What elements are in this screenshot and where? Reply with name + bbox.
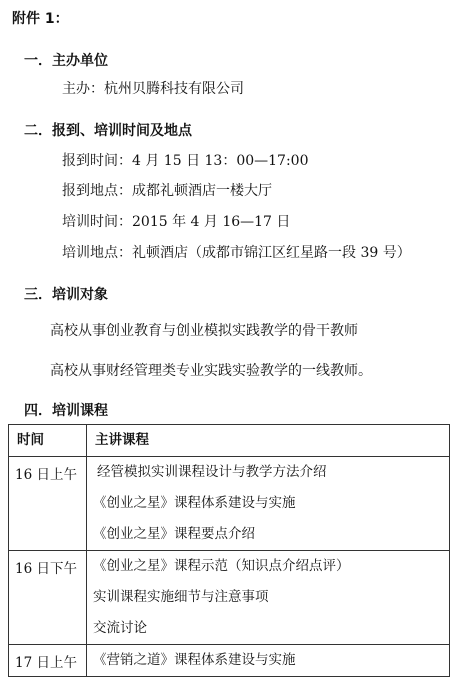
topics-cell xyxy=(87,551,450,645)
column-header-course: 主讲课程 xyxy=(87,425,450,457)
audience-line: 高校从事创业教育与创业模拟实践教学的骨干教师 xyxy=(50,323,358,339)
time-cell: 17 日上午 xyxy=(9,645,87,677)
time-cell: 16 日上午 xyxy=(9,457,87,551)
topics-cell xyxy=(87,457,450,551)
section-heading-courses: 四．培训课程 xyxy=(24,403,108,419)
organizer-line: 主办：杭州贝腾科技有限公司 xyxy=(62,81,244,97)
annex-label: 附件 1： xyxy=(12,11,69,27)
checkin-location: 报到地点：成都礼顿酒店一楼大厅 xyxy=(62,183,272,199)
topic-line: 交流讨论 xyxy=(93,620,147,636)
section-heading-audience: 三．培训对象 xyxy=(24,287,108,303)
topic-line: 《创业之星》课程体系建设与实施 xyxy=(93,495,296,511)
topic-line: 《创业之星》课程示范（知识点介绍点评） xyxy=(93,558,350,574)
section-heading-organizer: 一．主办单位 xyxy=(24,53,108,69)
section-heading-schedule: 二．报到、培训时间及地点 xyxy=(24,123,192,139)
topic-line: 实训课程实施细节与注意事项 xyxy=(93,589,269,605)
column-header-time: 时间 xyxy=(9,425,87,457)
table-row xyxy=(9,551,450,645)
training-time: 培训时间：2015 年 4 月 16—17 日 xyxy=(62,214,291,230)
topic-line: 《创业之星》课程要点介绍 xyxy=(93,526,255,542)
topic-line: 经管模拟实训课程设计与教学方法介绍 xyxy=(97,464,327,480)
checkin-time: 报到时间：4 月 15 日 13：00—17:00 xyxy=(62,153,309,169)
table-row xyxy=(9,645,450,677)
course-table xyxy=(8,424,450,677)
training-location: 培训地点：礼顿酒店（成都市锦江区红星路一段 39 号） xyxy=(62,245,411,261)
topics-cell xyxy=(87,645,450,677)
table-row xyxy=(9,457,450,551)
table-header-row xyxy=(9,425,450,457)
time-cell: 16 日下午 xyxy=(9,551,87,645)
topic-line: 《营销之道》课程体系建设与实施 xyxy=(93,652,296,668)
audience-line: 高校从事财经管理类专业实践实验教学的一线教师。 xyxy=(50,363,372,379)
